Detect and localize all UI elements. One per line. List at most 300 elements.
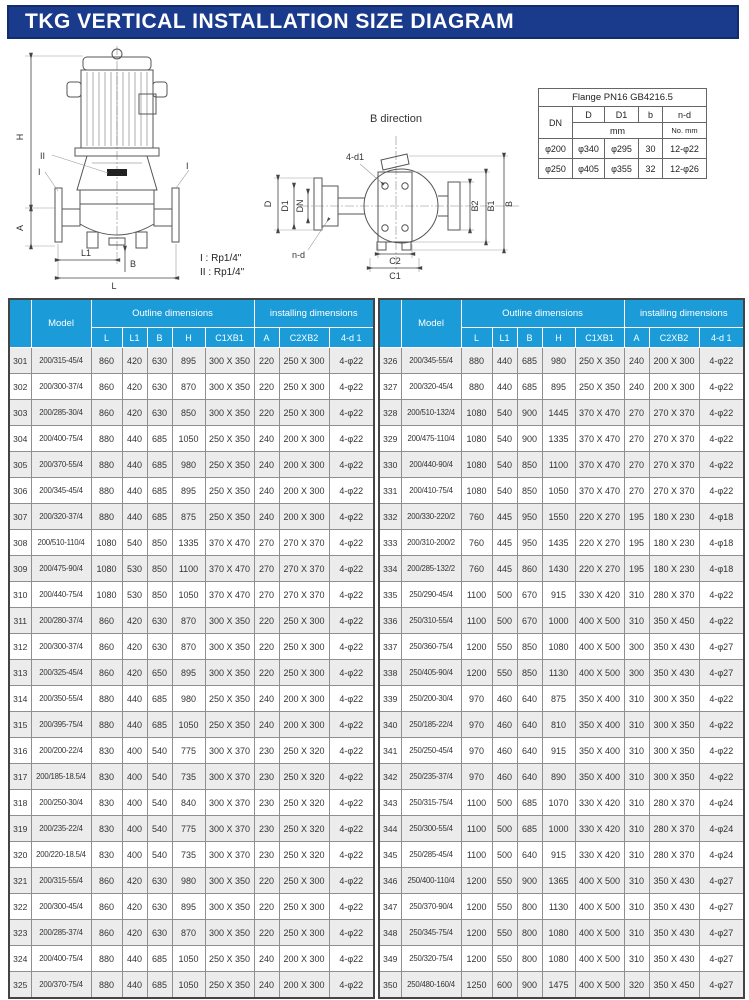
- table-row: [9, 400, 374, 426]
- l1-cell: 445: [492, 556, 517, 582]
- l-cell: 970: [461, 686, 492, 712]
- l-cell: 880: [91, 504, 122, 530]
- 4d1-cell: 4-φ27: [699, 894, 744, 920]
- model-cell: 250/360-75/4: [401, 634, 461, 660]
- col-l1: L1: [122, 328, 147, 348]
- dim-label-c1: C1: [389, 271, 401, 281]
- flange-spec-table: [538, 88, 707, 179]
- l1-cell: 440: [122, 478, 147, 504]
- c2xb2-cell: 300 X 350: [649, 738, 699, 764]
- model-cell: 200/345-55/4: [401, 348, 461, 374]
- 4d1-cell: 4-φ27: [699, 660, 744, 686]
- col-4d1: 4-d 1: [329, 328, 374, 348]
- b-cell: 685: [147, 426, 172, 452]
- flange-col-d: D: [573, 107, 605, 123]
- b-cell: 850: [147, 556, 172, 582]
- c2xb2-cell: 250 X 320: [279, 790, 329, 816]
- c1xb1-cell: 300 X 350: [205, 920, 254, 946]
- c1xb1-cell: 400 X 500: [575, 868, 624, 894]
- a-cell: 220: [254, 634, 279, 660]
- col-h: H: [542, 328, 575, 348]
- l1-cell: 460: [492, 712, 517, 738]
- model-cell: 250/315-75/4: [401, 790, 461, 816]
- l1-cell: 550: [492, 634, 517, 660]
- l-cell: 830: [91, 738, 122, 764]
- 4d1-cell: 4-φ22: [699, 738, 744, 764]
- c1xb1-cell: 250 X 350: [575, 348, 624, 374]
- h-cell: 735: [172, 842, 205, 868]
- c2xb2-cell: 250 X 300: [279, 374, 329, 400]
- h-cell: 980: [172, 452, 205, 478]
- pump-b-direction-drawing: [256, 98, 536, 283]
- l1-cell: 420: [122, 660, 147, 686]
- model-cell: 250/200-30/4: [401, 686, 461, 712]
- c2xb2-cell: 200 X 300: [279, 972, 329, 999]
- c2xb2-cell: 270 X 370: [649, 478, 699, 504]
- h-cell: 980: [542, 348, 575, 374]
- row-number: 306: [9, 478, 31, 504]
- b-cell: 685: [517, 790, 542, 816]
- dim-label-4-d1: 4-d1: [346, 152, 365, 162]
- c2xb2-cell: 200 X 300: [279, 504, 329, 530]
- model-cell: 200/200-22/4: [31, 738, 91, 764]
- a-cell: 310: [624, 712, 649, 738]
- h-cell: 775: [172, 816, 205, 842]
- col-l1: L1: [492, 328, 517, 348]
- a-cell: 230: [254, 842, 279, 868]
- 4d1-cell: 4-φ22: [329, 712, 374, 738]
- 4d1-cell: 4-φ24: [699, 816, 744, 842]
- h-cell: 1100: [172, 556, 205, 582]
- model-cell: 200/400-75/4: [31, 426, 91, 452]
- l-cell: 880: [91, 712, 122, 738]
- model-cell: 200/315-45/4: [31, 348, 91, 374]
- c2xb2-cell: 350 X 430: [649, 920, 699, 946]
- l1-cell: 530: [122, 582, 147, 608]
- row-number: 315: [9, 712, 31, 738]
- model-cell: 200/510-132/4: [401, 400, 461, 426]
- b-cell: 640: [517, 712, 542, 738]
- c2xb2-cell: 300 X 350: [649, 764, 699, 790]
- 4d1-cell: 4-φ22: [329, 946, 374, 972]
- row-number: 330: [379, 452, 401, 478]
- c2xb2-cell: 270 X 370: [649, 400, 699, 426]
- model-cell: 250/370-90/4: [401, 894, 461, 920]
- a-cell: 310: [624, 842, 649, 868]
- model-cell: 200/330-220/2: [401, 504, 461, 530]
- b-cell: 540: [147, 738, 172, 764]
- c1xb1-cell: 370 X 470: [575, 452, 624, 478]
- table-row: [9, 582, 374, 608]
- dim-label-b: B: [130, 259, 137, 269]
- table-row: [379, 426, 744, 452]
- b-cell: 540: [147, 764, 172, 790]
- c2xb2-cell: 350 X 430: [649, 868, 699, 894]
- l-cell: 1100: [461, 842, 492, 868]
- flange-table-title: Flange PN16 GB4216.5: [539, 89, 707, 107]
- c2xb2-cell: 270 X 370: [649, 452, 699, 478]
- model-cell: 250/310-55/4: [401, 608, 461, 634]
- row-number: 344: [379, 816, 401, 842]
- l1-cell: 540: [492, 478, 517, 504]
- 4d1-cell: 4-φ18: [699, 504, 744, 530]
- row-number: 308: [9, 530, 31, 556]
- row-number: 339: [379, 686, 401, 712]
- table-row: [9, 504, 374, 530]
- b-cell: 900: [517, 868, 542, 894]
- row-number: 320: [9, 842, 31, 868]
- flange-b-value: 30: [639, 139, 663, 159]
- l-cell: 880: [91, 686, 122, 712]
- c1xb1-cell: 300 X 370: [205, 816, 254, 842]
- l1-cell: 440: [122, 686, 147, 712]
- suction-flange-shape: [55, 188, 62, 242]
- table-row: [379, 608, 744, 634]
- a-cell: 270: [254, 530, 279, 556]
- 4d1-cell: 4-φ22: [329, 868, 374, 894]
- a-cell: 230: [254, 816, 279, 842]
- 4d1-cell: 4-φ22: [329, 790, 374, 816]
- h-cell: 1050: [172, 972, 205, 999]
- model-cell: 200/320-37/4: [31, 504, 91, 530]
- l1-cell: 440: [122, 712, 147, 738]
- a-cell: 240: [254, 504, 279, 530]
- table-row: [379, 660, 744, 686]
- c2xb2-cell: 250 X 300: [279, 920, 329, 946]
- c2xb2-cell: 180 X 230: [649, 530, 699, 556]
- table-row: [379, 348, 744, 374]
- dim-label-dn: DN: [295, 199, 305, 213]
- c1xb1-cell: 220 X 270: [575, 530, 624, 556]
- l-cell: 1200: [461, 634, 492, 660]
- a-cell: 270: [624, 478, 649, 504]
- col-b: B: [147, 328, 172, 348]
- row-number: 345: [379, 842, 401, 868]
- l1-cell: 540: [122, 530, 147, 556]
- a-cell: 220: [254, 348, 279, 374]
- b-cell: 685: [147, 504, 172, 530]
- l-cell: 970: [461, 738, 492, 764]
- row-number: 317: [9, 764, 31, 790]
- l-cell: 860: [91, 660, 122, 686]
- 4d1-cell: 4-φ22: [329, 816, 374, 842]
- row-number: 307: [9, 504, 31, 530]
- table-row: [379, 452, 744, 478]
- l-cell: 1200: [461, 868, 492, 894]
- c1xb1-cell: 250 X 350: [205, 712, 254, 738]
- row-number: 309: [9, 556, 31, 582]
- a-cell: 310: [624, 582, 649, 608]
- l1-cell: 540: [492, 400, 517, 426]
- 4d1-cell: 4-φ22: [699, 348, 744, 374]
- l1-cell: 440: [492, 374, 517, 400]
- dim-label-h: H: [15, 133, 25, 141]
- l1-cell: 440: [492, 348, 517, 374]
- c2xb2-cell: 350 X 430: [649, 894, 699, 920]
- 4d1-cell: 4-φ24: [699, 842, 744, 868]
- model-cell: 250/300-55/4: [401, 816, 461, 842]
- 4d1-cell: 4-φ22: [699, 374, 744, 400]
- table-row: [379, 530, 744, 556]
- table-row: [379, 946, 744, 972]
- model-cell: 200/285-132/2: [401, 556, 461, 582]
- c1xb1-cell: 370 X 470: [205, 556, 254, 582]
- h-cell: 895: [172, 660, 205, 686]
- h-cell: 775: [172, 738, 205, 764]
- c2xb2-cell: 200 X 300: [279, 712, 329, 738]
- a-cell: 310: [624, 868, 649, 894]
- bolt-holes-shape: [382, 183, 408, 231]
- h-cell: 915: [542, 582, 575, 608]
- h-cell: 895: [172, 894, 205, 920]
- a-cell: 270: [254, 556, 279, 582]
- table-row: [9, 946, 374, 972]
- port-label-i-right: I: [186, 161, 189, 171]
- row-number: 324: [9, 946, 31, 972]
- a-cell: 300: [624, 660, 649, 686]
- c1xb1-cell: 300 X 350: [205, 894, 254, 920]
- h-cell: 1050: [542, 478, 575, 504]
- table-row: [379, 842, 744, 868]
- a-cell: 220: [254, 868, 279, 894]
- row-number: 327: [379, 374, 401, 400]
- row-number: 304: [9, 426, 31, 452]
- l-cell: 860: [91, 608, 122, 634]
- outline-dimensions-header: Outline dimensions: [91, 299, 254, 328]
- c2xb2-cell: 300 X 350: [649, 686, 699, 712]
- table-row: [9, 712, 374, 738]
- a-cell: 240: [254, 478, 279, 504]
- table-row: [379, 400, 744, 426]
- h-cell: 870: [172, 634, 205, 660]
- 4d1-cell: 4-φ22: [329, 374, 374, 400]
- a-cell: 220: [254, 660, 279, 686]
- h-cell: 1100: [542, 452, 575, 478]
- l-cell: 760: [461, 504, 492, 530]
- model-cell: 250/400-110/4: [401, 868, 461, 894]
- table-row: [9, 556, 374, 582]
- h-cell: 1335: [542, 426, 575, 452]
- h-cell: 1080: [542, 634, 575, 660]
- 4d1-cell: 4-φ27: [699, 972, 744, 999]
- model-cell: 200/235-22/4: [31, 816, 91, 842]
- h-cell: 895: [542, 374, 575, 400]
- b-cell: 630: [147, 920, 172, 946]
- col-4d1: 4-d 1: [699, 328, 744, 348]
- row-number: 340: [379, 712, 401, 738]
- table-row: [9, 452, 374, 478]
- a-cell: 220: [254, 894, 279, 920]
- l-cell: 1080: [461, 426, 492, 452]
- c1xb1-cell: 400 X 500: [575, 660, 624, 686]
- 4d1-cell: 4-φ22: [329, 634, 374, 660]
- b-cell: 630: [147, 634, 172, 660]
- l1-cell: 420: [122, 400, 147, 426]
- h-cell: 915: [542, 738, 575, 764]
- b-cell: 685: [147, 686, 172, 712]
- h-cell: 1050: [172, 946, 205, 972]
- b-cell: 685: [147, 972, 172, 999]
- c1xb1-cell: 300 X 370: [205, 738, 254, 764]
- a-cell: 270: [624, 426, 649, 452]
- b-cell: 800: [517, 920, 542, 946]
- c1xb1-cell: 300 X 350: [205, 400, 254, 426]
- flange-col-dn: DN: [539, 107, 573, 139]
- 4d1-cell: 4-φ22: [699, 608, 744, 634]
- c1xb1-cell: 300 X 370: [205, 790, 254, 816]
- b-cell: 685: [517, 816, 542, 842]
- installing-dimensions-header: installing dimensions: [624, 299, 744, 328]
- a-cell: 270: [624, 400, 649, 426]
- c1xb1-cell: 350 X 400: [575, 712, 624, 738]
- flange-col-d1: D1: [605, 107, 639, 123]
- dimension-table-right: [378, 298, 745, 999]
- row-number: 321: [9, 868, 31, 894]
- l1-cell: 500: [492, 582, 517, 608]
- l1-cell: 420: [122, 608, 147, 634]
- 4d1-cell: 4-φ22: [699, 764, 744, 790]
- l1-cell: 550: [492, 946, 517, 972]
- 4d1-cell: 4-φ22: [329, 582, 374, 608]
- port-label-i-left: I: [38, 167, 41, 177]
- model-cell: 200/510-110/4: [31, 530, 91, 556]
- l-cell: 1200: [461, 894, 492, 920]
- c1xb1-cell: 330 X 420: [575, 582, 624, 608]
- row-number: 334: [379, 556, 401, 582]
- b-cell: 640: [517, 738, 542, 764]
- model-cell: 200/310-200/2: [401, 530, 461, 556]
- c2xb2-cell: 350 X 450: [649, 608, 699, 634]
- l-cell: 860: [91, 894, 122, 920]
- l1-cell: 500: [492, 816, 517, 842]
- 4d1-cell: 4-φ22: [699, 452, 744, 478]
- row-number: 337: [379, 634, 401, 660]
- h-cell: 840: [172, 790, 205, 816]
- c1xb1-cell: 250 X 350: [205, 452, 254, 478]
- h-cell: 875: [542, 686, 575, 712]
- l1-cell: 550: [492, 894, 517, 920]
- table-row: [379, 556, 744, 582]
- model-cell: 200/370-55/4: [31, 452, 91, 478]
- c2xb2-cell: 280 X 370: [649, 582, 699, 608]
- model-cell: 200/440-75/4: [31, 582, 91, 608]
- b-cell: 630: [147, 374, 172, 400]
- h-cell: 1080: [542, 920, 575, 946]
- table-row: [9, 530, 374, 556]
- col-a: A: [624, 328, 649, 348]
- a-cell: 240: [254, 426, 279, 452]
- l-cell: 860: [91, 634, 122, 660]
- dim-label-c2: C2: [389, 256, 401, 266]
- c2xb2-cell: 270 X 370: [649, 426, 699, 452]
- l-cell: 1100: [461, 582, 492, 608]
- l-cell: 1080: [91, 556, 122, 582]
- c2xb2-cell: 250 X 320: [279, 816, 329, 842]
- b-cell: 685: [147, 478, 172, 504]
- table-row: [379, 764, 744, 790]
- a-cell: 240: [624, 374, 649, 400]
- 4d1-cell: 4-φ22: [329, 556, 374, 582]
- c1xb1-cell: 350 X 400: [575, 738, 624, 764]
- l-cell: 830: [91, 842, 122, 868]
- c2xb2-cell: 250 X 300: [279, 348, 329, 374]
- model-cell: 250/285-45/4: [401, 842, 461, 868]
- model-cell: 200/285-30/4: [31, 400, 91, 426]
- c1xb1-cell: 300 X 370: [205, 842, 254, 868]
- h-cell: 735: [172, 764, 205, 790]
- dim-label-d: D: [263, 200, 273, 208]
- table-row: [379, 478, 744, 504]
- 4d1-cell: 4-φ22: [329, 738, 374, 764]
- l1-cell: 550: [492, 920, 517, 946]
- a-cell: 195: [624, 530, 649, 556]
- a-cell: 230: [254, 738, 279, 764]
- 4d1-cell: 4-φ22: [329, 426, 374, 452]
- l-cell: 860: [91, 374, 122, 400]
- h-cell: 1550: [542, 504, 575, 530]
- model-cell: 200/350-55/4: [31, 686, 91, 712]
- row-number: 314: [9, 686, 31, 712]
- table-row: [9, 790, 374, 816]
- model-cell: 200/285-37/4: [31, 920, 91, 946]
- 4d1-cell: 4-φ27: [699, 868, 744, 894]
- a-cell: 220: [254, 400, 279, 426]
- row-number: 311: [9, 608, 31, 634]
- c1xb1-cell: 400 X 500: [575, 634, 624, 660]
- l-cell: 1080: [91, 530, 122, 556]
- a-cell: 230: [254, 764, 279, 790]
- row-number: 301: [9, 348, 31, 374]
- h-cell: 915: [542, 842, 575, 868]
- b-cell: 685: [147, 946, 172, 972]
- flange-row: [539, 139, 707, 159]
- 4d1-cell: 4-φ22: [329, 920, 374, 946]
- c1xb1-cell: 370 X 470: [575, 400, 624, 426]
- c2xb2-cell: 350 X 450: [649, 972, 699, 999]
- b-cell: 630: [147, 348, 172, 374]
- table-row: [9, 608, 374, 634]
- l1-cell: 460: [492, 764, 517, 790]
- col-h: H: [172, 328, 205, 348]
- b-cell: 670: [517, 608, 542, 634]
- l1-cell: 445: [492, 530, 517, 556]
- model-cell: 250/345-75/4: [401, 920, 461, 946]
- row-number: 342: [379, 764, 401, 790]
- 4d1-cell: 4-φ22: [329, 608, 374, 634]
- b-cell: 950: [517, 530, 542, 556]
- col-b: B: [517, 328, 542, 348]
- l-cell: 1080: [461, 452, 492, 478]
- row-number: 333: [379, 530, 401, 556]
- c1xb1-cell: 300 X 350: [205, 374, 254, 400]
- c1xb1-cell: 400 X 500: [575, 972, 624, 999]
- l-cell: 880: [91, 972, 122, 999]
- port-label-ii: II: [40, 151, 46, 161]
- table-row: [379, 972, 744, 999]
- table-row: [9, 894, 374, 920]
- b-cell: 850: [147, 582, 172, 608]
- row-number: 319: [9, 816, 31, 842]
- h-cell: 1335: [172, 530, 205, 556]
- l1-cell: 540: [492, 452, 517, 478]
- l1-cell: 420: [122, 374, 147, 400]
- c2xb2-cell: 270 X 370: [279, 582, 329, 608]
- number-column-header: [379, 299, 401, 348]
- c2xb2-cell: 200 X 300: [279, 686, 329, 712]
- b-cell: 850: [517, 660, 542, 686]
- c2xb2-cell: 280 X 370: [649, 790, 699, 816]
- a-cell: 195: [624, 504, 649, 530]
